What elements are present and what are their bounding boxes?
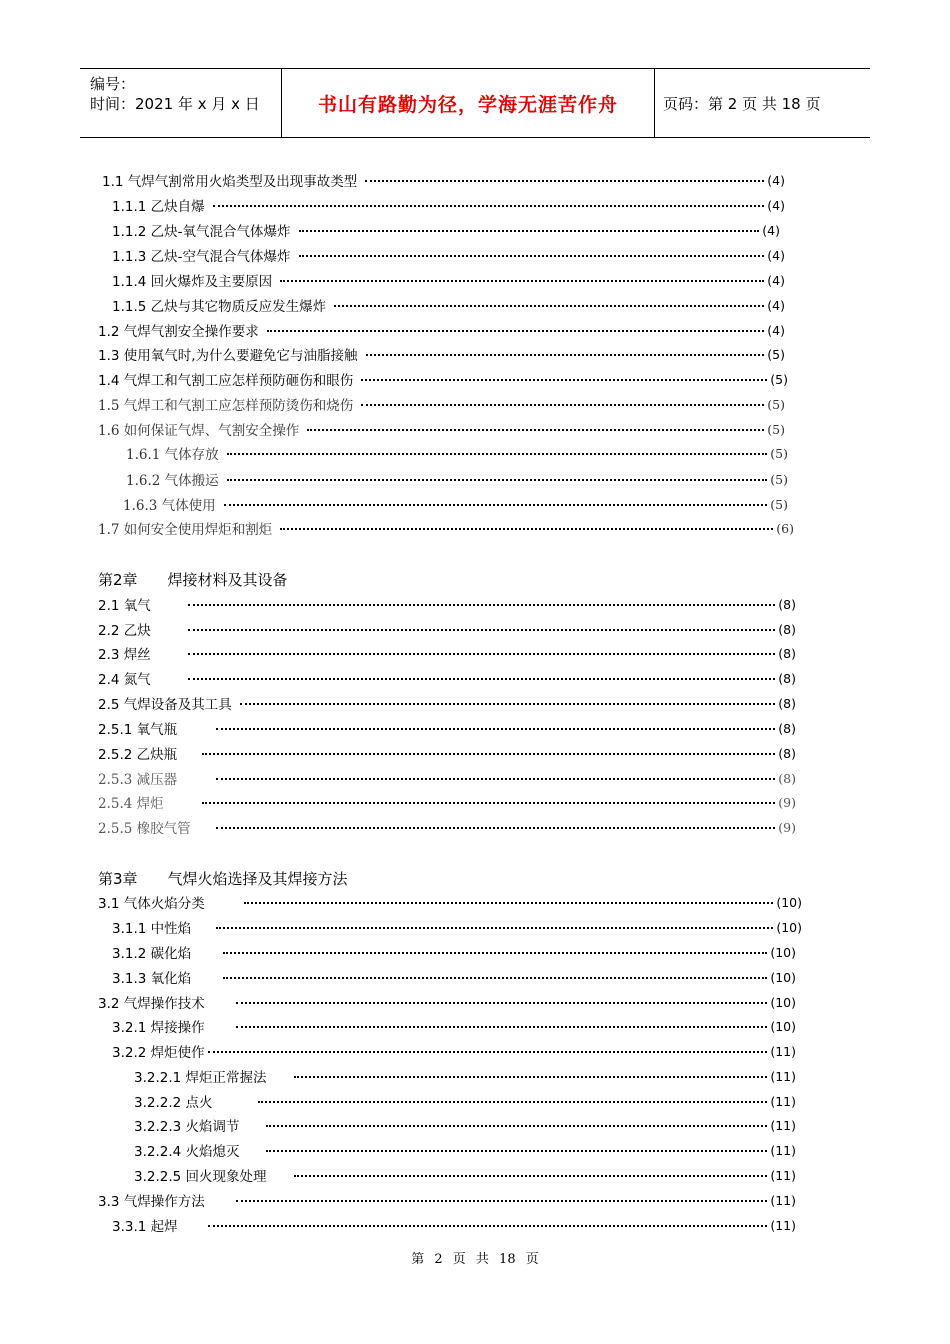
toc-entry-label: 2.3 焊丝	[98, 647, 151, 663]
toc-entry[interactable]	[98, 518, 794, 538]
dot-leader	[188, 604, 775, 606]
toc-page-number: (8)	[778, 745, 796, 761]
toc-entry[interactable]	[98, 892, 802, 912]
dot-leader	[258, 1101, 767, 1103]
dot-leader	[208, 1225, 767, 1227]
toc-page-number: (8)	[778, 621, 796, 637]
toc-entry-label: 3.1.1 中性焰	[112, 921, 192, 937]
toc-entry-label: 1.4 气焊工和气割工应怎样预防砸伤和眼伤	[98, 373, 354, 389]
toc-page-number: (10)	[776, 894, 802, 910]
toc-entry-label: 3.1.3 氧化焰	[112, 971, 192, 987]
toc-entry[interactable]	[112, 1041, 796, 1061]
toc-entry[interactable]	[112, 245, 785, 265]
toc-page-number: (4)	[762, 222, 780, 238]
toc-entry[interactable]	[98, 619, 796, 639]
toc-entry-label: 3.2.2.2 点火	[134, 1095, 213, 1111]
dot-leader	[299, 255, 765, 257]
toc-entry[interactable]	[112, 195, 785, 215]
toc-page-number: (4)	[767, 172, 785, 188]
dot-leader	[188, 629, 775, 631]
dot-leader	[244, 902, 773, 904]
toc-entry-label: 1.5 气焊工和气割工应怎样预防烫伤和烧伤	[98, 398, 354, 414]
dot-leader	[236, 1002, 767, 1004]
toc-entry-label: 3.3.1 起焊	[112, 1219, 178, 1235]
toc-entry[interactable]	[98, 344, 785, 364]
date-line: 时间：2021 年 x 月 x 日	[90, 95, 260, 113]
number-label: 编号：	[90, 75, 136, 93]
toc-entry-label: 1.6 如何保证气焊、气割安全操作	[98, 423, 300, 439]
dot-leader	[202, 802, 775, 804]
toc-page-number: (5)	[770, 496, 788, 512]
toc-page-number: (6)	[776, 520, 794, 536]
toc-entry[interactable]	[98, 369, 788, 389]
toc-page-number: (4)	[767, 197, 785, 213]
toc-entry[interactable]	[98, 419, 785, 439]
toc-entry-label: 3.2.2 焊炬使作	[112, 1045, 205, 1061]
dot-leader	[216, 827, 775, 829]
toc-page-number: (8)	[778, 670, 796, 686]
dot-leader	[280, 528, 773, 530]
toc-entry-label: 1.1.1 乙炔自爆	[112, 199, 205, 215]
dot-leader	[361, 379, 767, 381]
toc-page-number: (10)	[770, 994, 796, 1010]
toc-entry[interactable]	[98, 668, 796, 688]
toc-page-number: (11)	[770, 1093, 796, 1109]
toc-entry-label: 3.2.2.3 火焰调节	[134, 1119, 240, 1135]
dot-leader	[294, 1175, 767, 1177]
toc-page-number: (5)	[767, 396, 785, 412]
toc-entry-label: 2.2 乙炔	[98, 623, 151, 639]
toc-entry[interactable]	[98, 992, 796, 1012]
toc-entry[interactable]	[112, 270, 785, 290]
toc-page-number: (4)	[767, 322, 785, 338]
dot-leader	[188, 678, 775, 680]
dot-leader	[223, 952, 767, 954]
toc-entry[interactable]	[112, 220, 780, 240]
toc-page-number: (10)	[770, 969, 796, 985]
toc-page-number: (8)	[778, 645, 796, 661]
dot-leader	[361, 404, 764, 406]
toc-page-number: (9)	[778, 819, 796, 835]
toc-entry-label: 3.3 气焊操作方法	[98, 1194, 205, 1210]
toc-entry[interactable]	[98, 394, 785, 414]
toc-entry-label: 2.5.2 乙炔瓶	[98, 747, 178, 763]
toc-page-number: (4)	[767, 297, 785, 313]
toc-entry[interactable]	[98, 817, 796, 837]
dot-leader	[224, 504, 768, 506]
toc-entry[interactable]	[112, 1016, 796, 1036]
dot-leader	[307, 429, 764, 431]
toc-page-number: (8)	[778, 770, 796, 786]
toc-page-number: (9)	[778, 794, 796, 810]
toc-page-number: (8)	[778, 695, 796, 711]
dot-leader	[334, 305, 764, 307]
toc-page-number: (5)	[770, 371, 788, 387]
dot-leader	[216, 778, 775, 780]
toc-entry-label: 3.2.2.4 火焰熄灭	[134, 1144, 240, 1160]
toc-entry[interactable]	[98, 693, 796, 713]
toc-entry[interactable]	[112, 295, 785, 315]
dot-leader	[240, 703, 776, 705]
toc-entry-label: 2.4 氮气	[98, 672, 151, 688]
toc-entry-label: 3.1.2 碳化焰	[112, 946, 192, 962]
dot-leader	[208, 1051, 767, 1053]
toc-entry-label: 2.5.5 橡胶气管	[98, 821, 191, 837]
toc-entry-label: 2.5.1 氧气瓶	[98, 722, 178, 738]
toc-entry-label: 3.2.1 焊接操作	[112, 1020, 205, 1036]
toc-entry[interactable]	[134, 1066, 796, 1086]
dot-leader	[266, 1125, 767, 1127]
toc-entry[interactable]	[98, 743, 796, 763]
page-footer: 第 2 页 共 18 页	[411, 1252, 539, 1267]
toc-entry[interactable]	[134, 1091, 796, 1111]
toc-entry-label: 1.1.5 乙炔与其它物质反应发生爆炸	[112, 299, 327, 315]
toc-entry[interactable]	[112, 967, 796, 987]
toc-entry-label: 1.6.1 气体存放	[126, 447, 219, 463]
toc-entry-label: 1.7 如何安全使用焊炬和割炬	[98, 522, 273, 538]
chapter-heading[interactable]: 第2章 焊接材料及其设备	[98, 571, 288, 589]
dot-leader	[236, 1200, 767, 1202]
toc-entry-label: 1.1.3 乙炔-空气混合气体爆炸	[112, 249, 291, 265]
dot-leader	[227, 479, 768, 481]
toc-entry[interactable]	[112, 1215, 796, 1235]
dot-leader	[213, 205, 765, 207]
toc-entry-label: 1.6.2 气体搬运	[126, 473, 219, 489]
toc-page-number: (8)	[778, 720, 796, 736]
toc-entry-label: 1.6.3 气体使用	[123, 498, 216, 514]
toc-entry[interactable]	[98, 1190, 796, 1210]
toc-entry[interactable]	[126, 469, 788, 489]
toc-page-number: (11)	[770, 1068, 796, 1084]
toc-entry[interactable]	[126, 443, 788, 463]
toc-entry-label: 1.1.2 乙炔-氧气混合气体爆炸	[112, 224, 291, 240]
dot-leader	[223, 977, 767, 979]
toc-entry[interactable]	[112, 942, 796, 962]
dot-leader	[227, 453, 768, 455]
dot-leader	[216, 927, 773, 929]
toc-page-number: (4)	[767, 247, 785, 263]
toc-entry-label: 1.1 气焊气割常用火焰类型及出现事故类型	[102, 174, 358, 190]
dot-leader	[365, 180, 764, 182]
dot-leader	[267, 330, 765, 332]
toc-page-number: (5)	[767, 346, 785, 362]
page-header	[80, 68, 870, 138]
toc-entry-label: 3.2.2.5 回火现象处理	[134, 1169, 267, 1185]
toc-entry-label: 3.2 气焊操作技术	[98, 996, 205, 1012]
dot-leader	[266, 1150, 767, 1152]
toc-page-number: (8)	[778, 596, 796, 612]
toc-entry[interactable]	[98, 594, 796, 614]
toc-entry-label: 1.2 气焊气割安全操作要求	[98, 324, 259, 340]
toc-page-number: (5)	[770, 471, 788, 487]
toc-entry[interactable]	[134, 1165, 796, 1185]
header-page-cell	[655, 69, 870, 137]
dot-leader	[216, 728, 775, 730]
dot-leader	[280, 280, 764, 282]
toc-entry[interactable]	[98, 768, 796, 788]
toc-page-number: (4)	[767, 272, 785, 288]
dot-leader	[366, 354, 765, 356]
toc-page-number: (11)	[770, 1142, 796, 1158]
dot-leader	[236, 1026, 767, 1028]
toc-entry[interactable]	[134, 1115, 796, 1135]
toc-entry-label: 2.5.4 焊炬	[98, 796, 164, 812]
dot-leader	[202, 753, 775, 755]
toc-entry-label: 1.3 使用氧气时,为什么要避免它与油脂接触	[98, 348, 358, 364]
toc-page-number: (11)	[770, 1117, 796, 1133]
toc-entry[interactable]	[98, 718, 796, 738]
toc-entry[interactable]	[98, 643, 796, 663]
motto: 书山有路勤为径，学海无涯苦作舟	[317, 93, 618, 116]
toc-page-number: (11)	[770, 1217, 796, 1233]
toc-entry-label: 2.5.3 减压器	[98, 772, 178, 788]
toc-page-number: (11)	[770, 1043, 796, 1059]
dot-leader	[188, 653, 775, 655]
toc-page-number: (10)	[776, 919, 802, 935]
toc-entry[interactable]	[123, 494, 788, 514]
toc-entry-label: 3.2.2.1 焊炬正常握法	[134, 1070, 267, 1086]
toc-entry[interactable]	[134, 1140, 796, 1160]
toc-entry-label: 3.1 气体火焰分类	[98, 896, 205, 912]
toc-entry[interactable]	[98, 792, 796, 812]
toc-page-number: (11)	[770, 1167, 796, 1183]
toc-entry[interactable]	[102, 170, 785, 190]
dot-leader	[299, 230, 760, 232]
header-meta	[80, 69, 281, 137]
toc-entry[interactable]	[112, 917, 802, 937]
page-info: 页码：第 2 页 共 18 页	[663, 94, 821, 113]
toc-entry-label: 1.1.4 回火爆炸及主要原因	[112, 274, 273, 290]
toc-page-number: (10)	[770, 944, 796, 960]
header-motto-cell	[281, 69, 655, 137]
chapter-heading[interactable]: 第3章 气焊火焰选择及其焊接方法	[98, 870, 348, 888]
toc-entry-label: 2.1 氧气	[98, 598, 151, 614]
toc-page-number: (11)	[770, 1192, 796, 1208]
toc-page-number: (10)	[770, 1018, 796, 1034]
toc-page-number: (5)	[767, 421, 785, 437]
toc-entry[interactable]	[98, 320, 785, 340]
toc-entry-label: 2.5 气焊设备及其工具	[98, 697, 232, 713]
toc-page-number: (5)	[770, 445, 788, 461]
dot-leader	[294, 1076, 767, 1078]
